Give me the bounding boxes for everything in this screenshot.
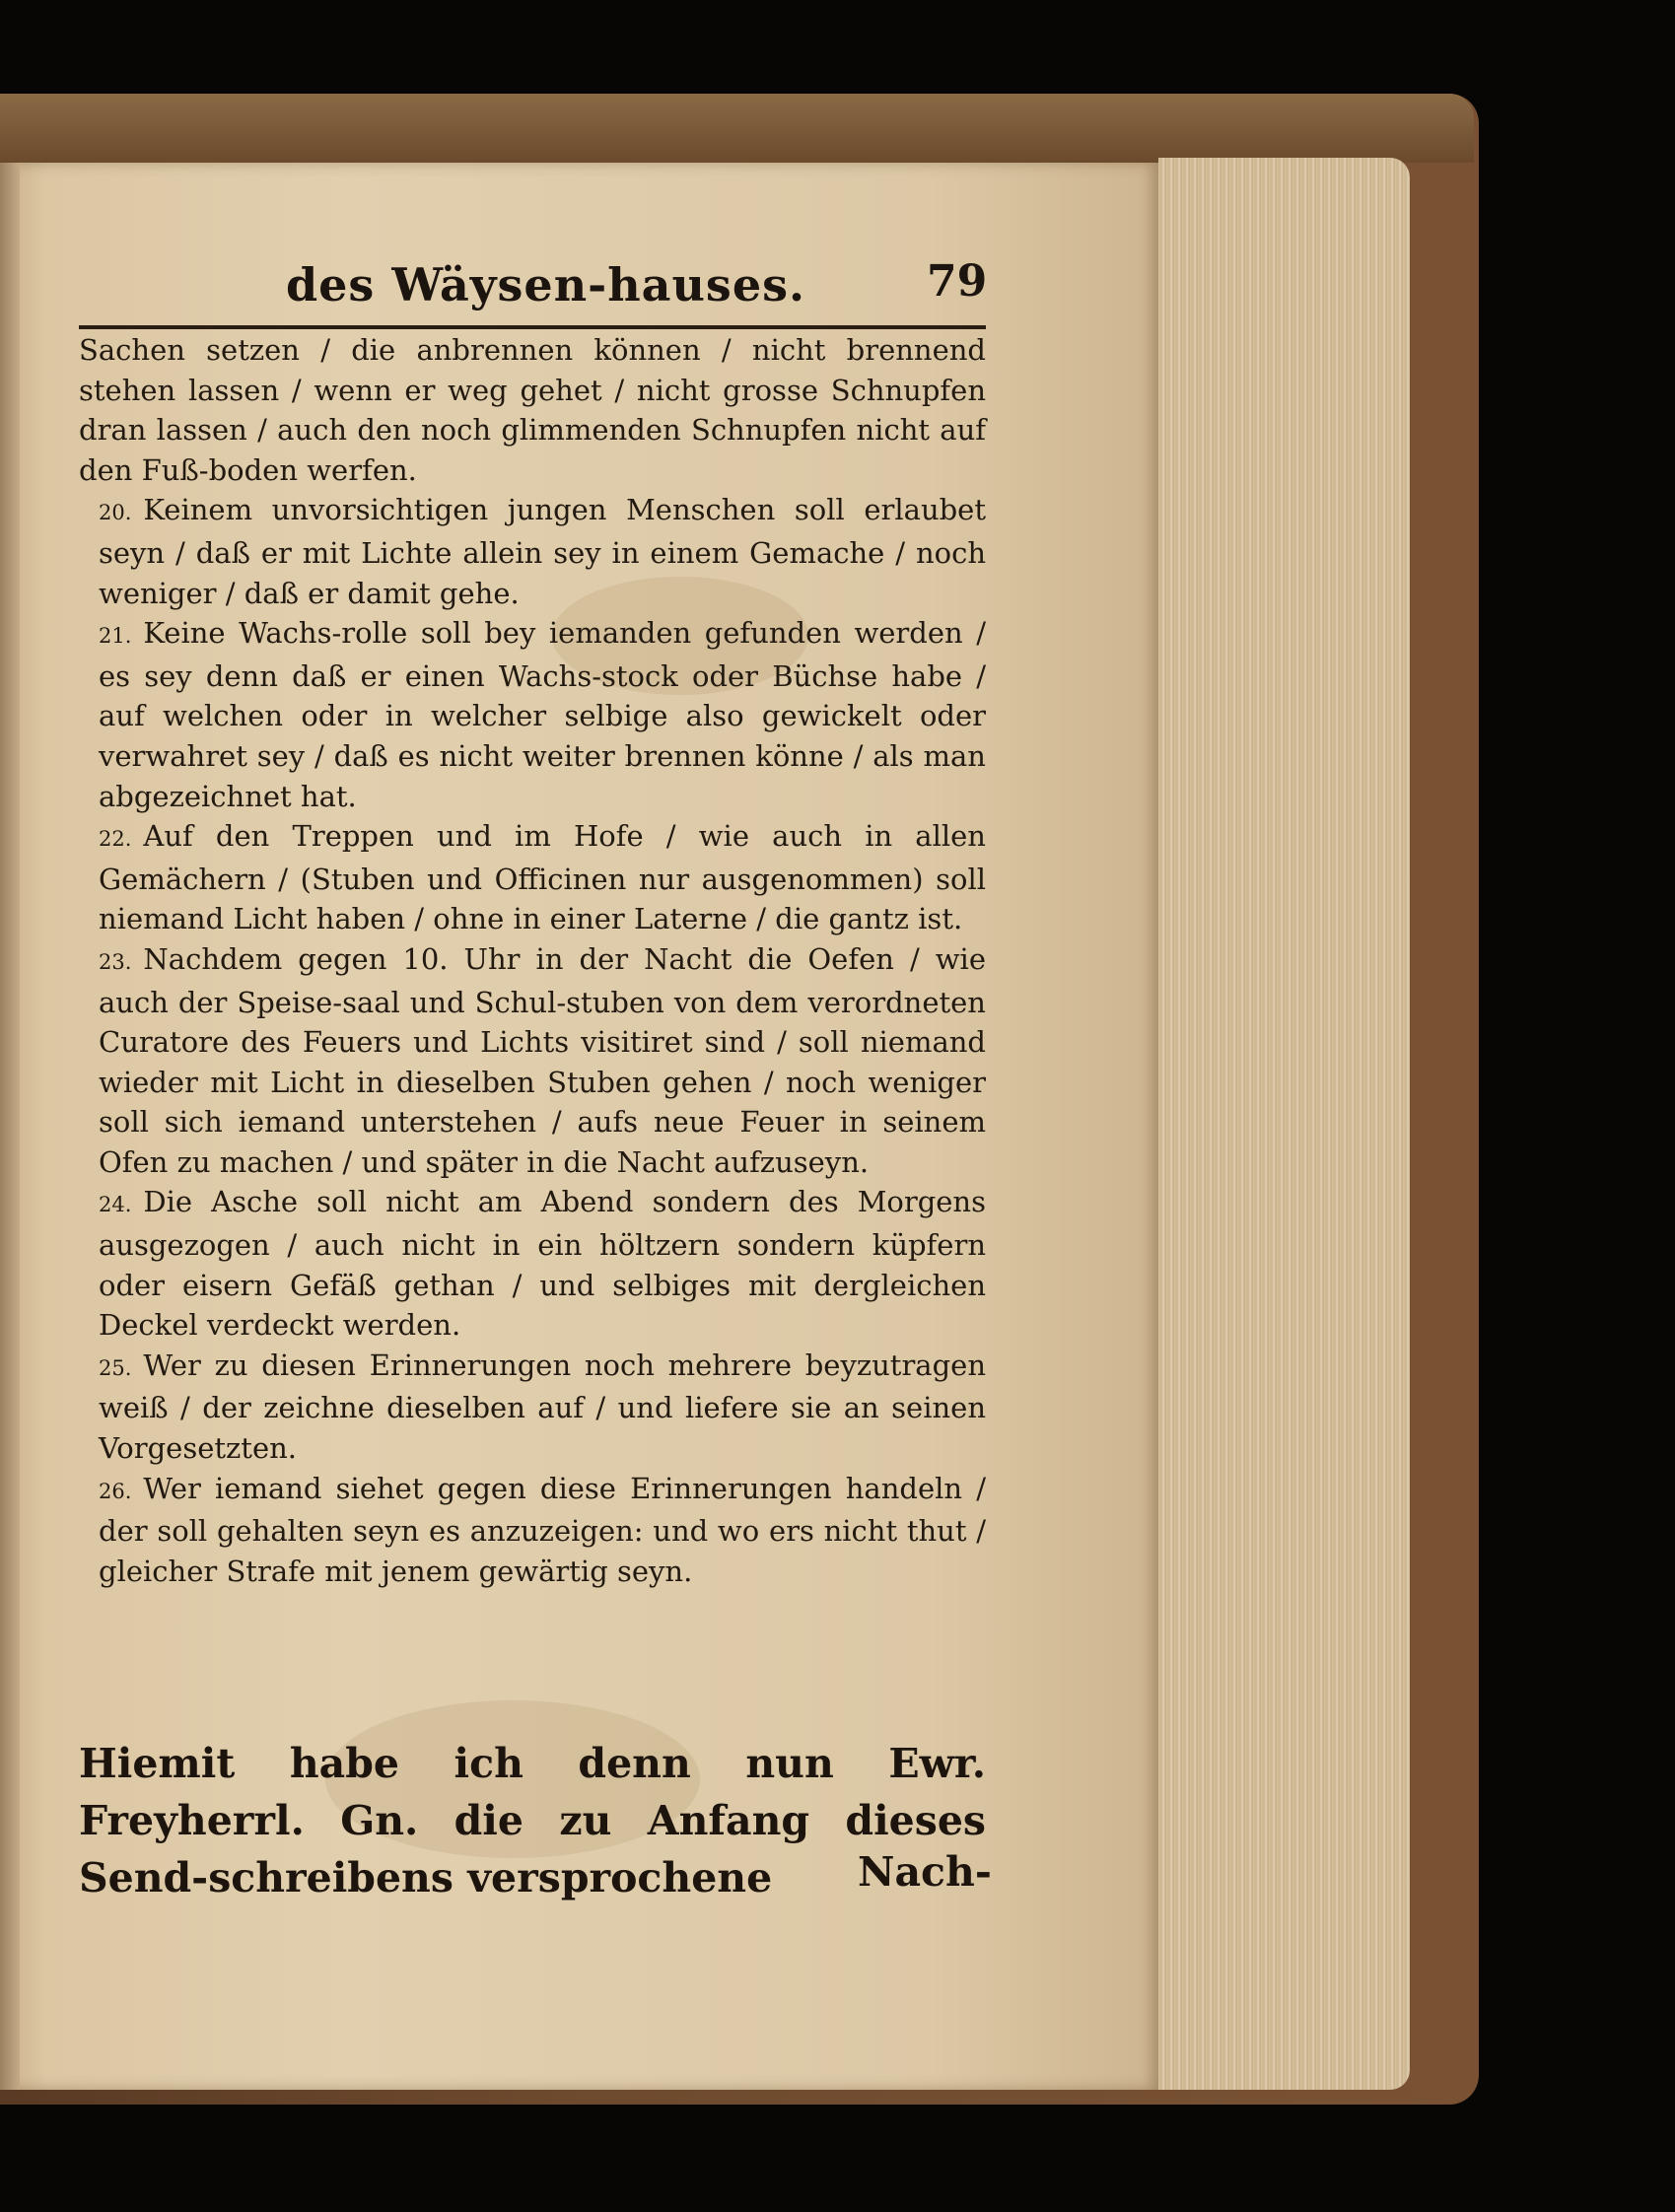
paragraph-number: 22. xyxy=(99,827,132,852)
paragraph-number: 25. xyxy=(99,1355,132,1380)
paragraph-25: 25. Wer zu diesen Erinnerungen noch mehrere beyzutragen weiß / der zeichne dieselben auf / und liefere sie an seinen Vorgesetzten. xyxy=(99,1348,986,1466)
paragraph-number: 23. xyxy=(99,949,132,974)
closing-paragraph: Hiemit habe ich denn nun Ewr. Freyherrl. Gn. die zu Anfang dieses Send-schreibens versprochene xyxy=(79,1740,986,1901)
running-head: des Wäysen-hauses. xyxy=(286,258,806,311)
book-binding xyxy=(0,94,1474,163)
paragraph-20: 20. Keinem unvorsichtigen jungen Menschen soll erlaubet seyn / daß er mit Lichte allein sey in einem Gemache / noch weniger / daß er damit gehe. xyxy=(99,493,986,610)
page-edges xyxy=(1158,158,1410,2090)
page-number: 79 xyxy=(927,256,988,307)
paragraph-number: 21. xyxy=(99,624,132,649)
paragraph-24: 24. Die Asche soll nicht am Abend sondern des Morgens ausgezogen / auch nicht in ein höltzern sondern küpfern oder eisern Gefäß gethan / und selbiges mit dergleichen Deckel verdeckt werden. xyxy=(99,1185,986,1343)
paragraph-22: 22. Auf den Treppen und im Hofe / wie auch in allen Gemächern / (Stuben und Officinen nur ausgenommen) soll niemand Licht haben / ohne in einer Laterne / die gantz ist. xyxy=(99,819,986,936)
paragraph-21: 21. Keine Wachs-rolle soll bey iemanden gefunden werden / es sey denn daß er einen Wachs-stock oder Büchse habe / auf welchen oder in welcher selbige also gewickelt oder verwahret sey / daß es nicht weiter brennen könne / als man abgezeichnet hat. xyxy=(99,616,986,813)
paragraph-number: 20. xyxy=(99,501,132,525)
paragraph-number: 24. xyxy=(99,1193,132,1217)
paragraph-26: 26. Wer iemand siehet gegen diese Erinnerungen handeln / der soll gehalten seyn es anzuzeigen: und wo ers nicht thut / gleicher Strafe mit jenem gewärtig seyn. xyxy=(99,1471,986,1588)
page-header xyxy=(79,258,986,317)
page-gutter xyxy=(0,163,20,2090)
header-rule xyxy=(79,325,986,329)
body-text xyxy=(79,330,986,1591)
paragraph-number: 26. xyxy=(99,1479,132,1503)
catchword: Nach- xyxy=(858,1848,992,1896)
paragraph-continued: Sachen setzen / die anbrennen können / nicht brennend stehen lassen / wenn er weg gehet / nicht grosse Schnupfen dran lassen / auch den noch glimmenden Schnupfen nicht auf den Fuß-boden werfen. xyxy=(79,333,986,487)
paragraph-23: 23. Nachdem gegen 10. Uhr in der Nacht die Oefen / wie auch der Speise-saal und Schul-stuben von dem verordneten Curatore des Feuers und Lichts visitiret sind / soll niemand wieder mit Licht in dieselben Stuben gehen / noch weniger soll sich iemand unterstehen / aufs neue Feuer in seinem Ofen zu machen / und später in die Nacht aufzuseyn. xyxy=(99,941,986,1179)
